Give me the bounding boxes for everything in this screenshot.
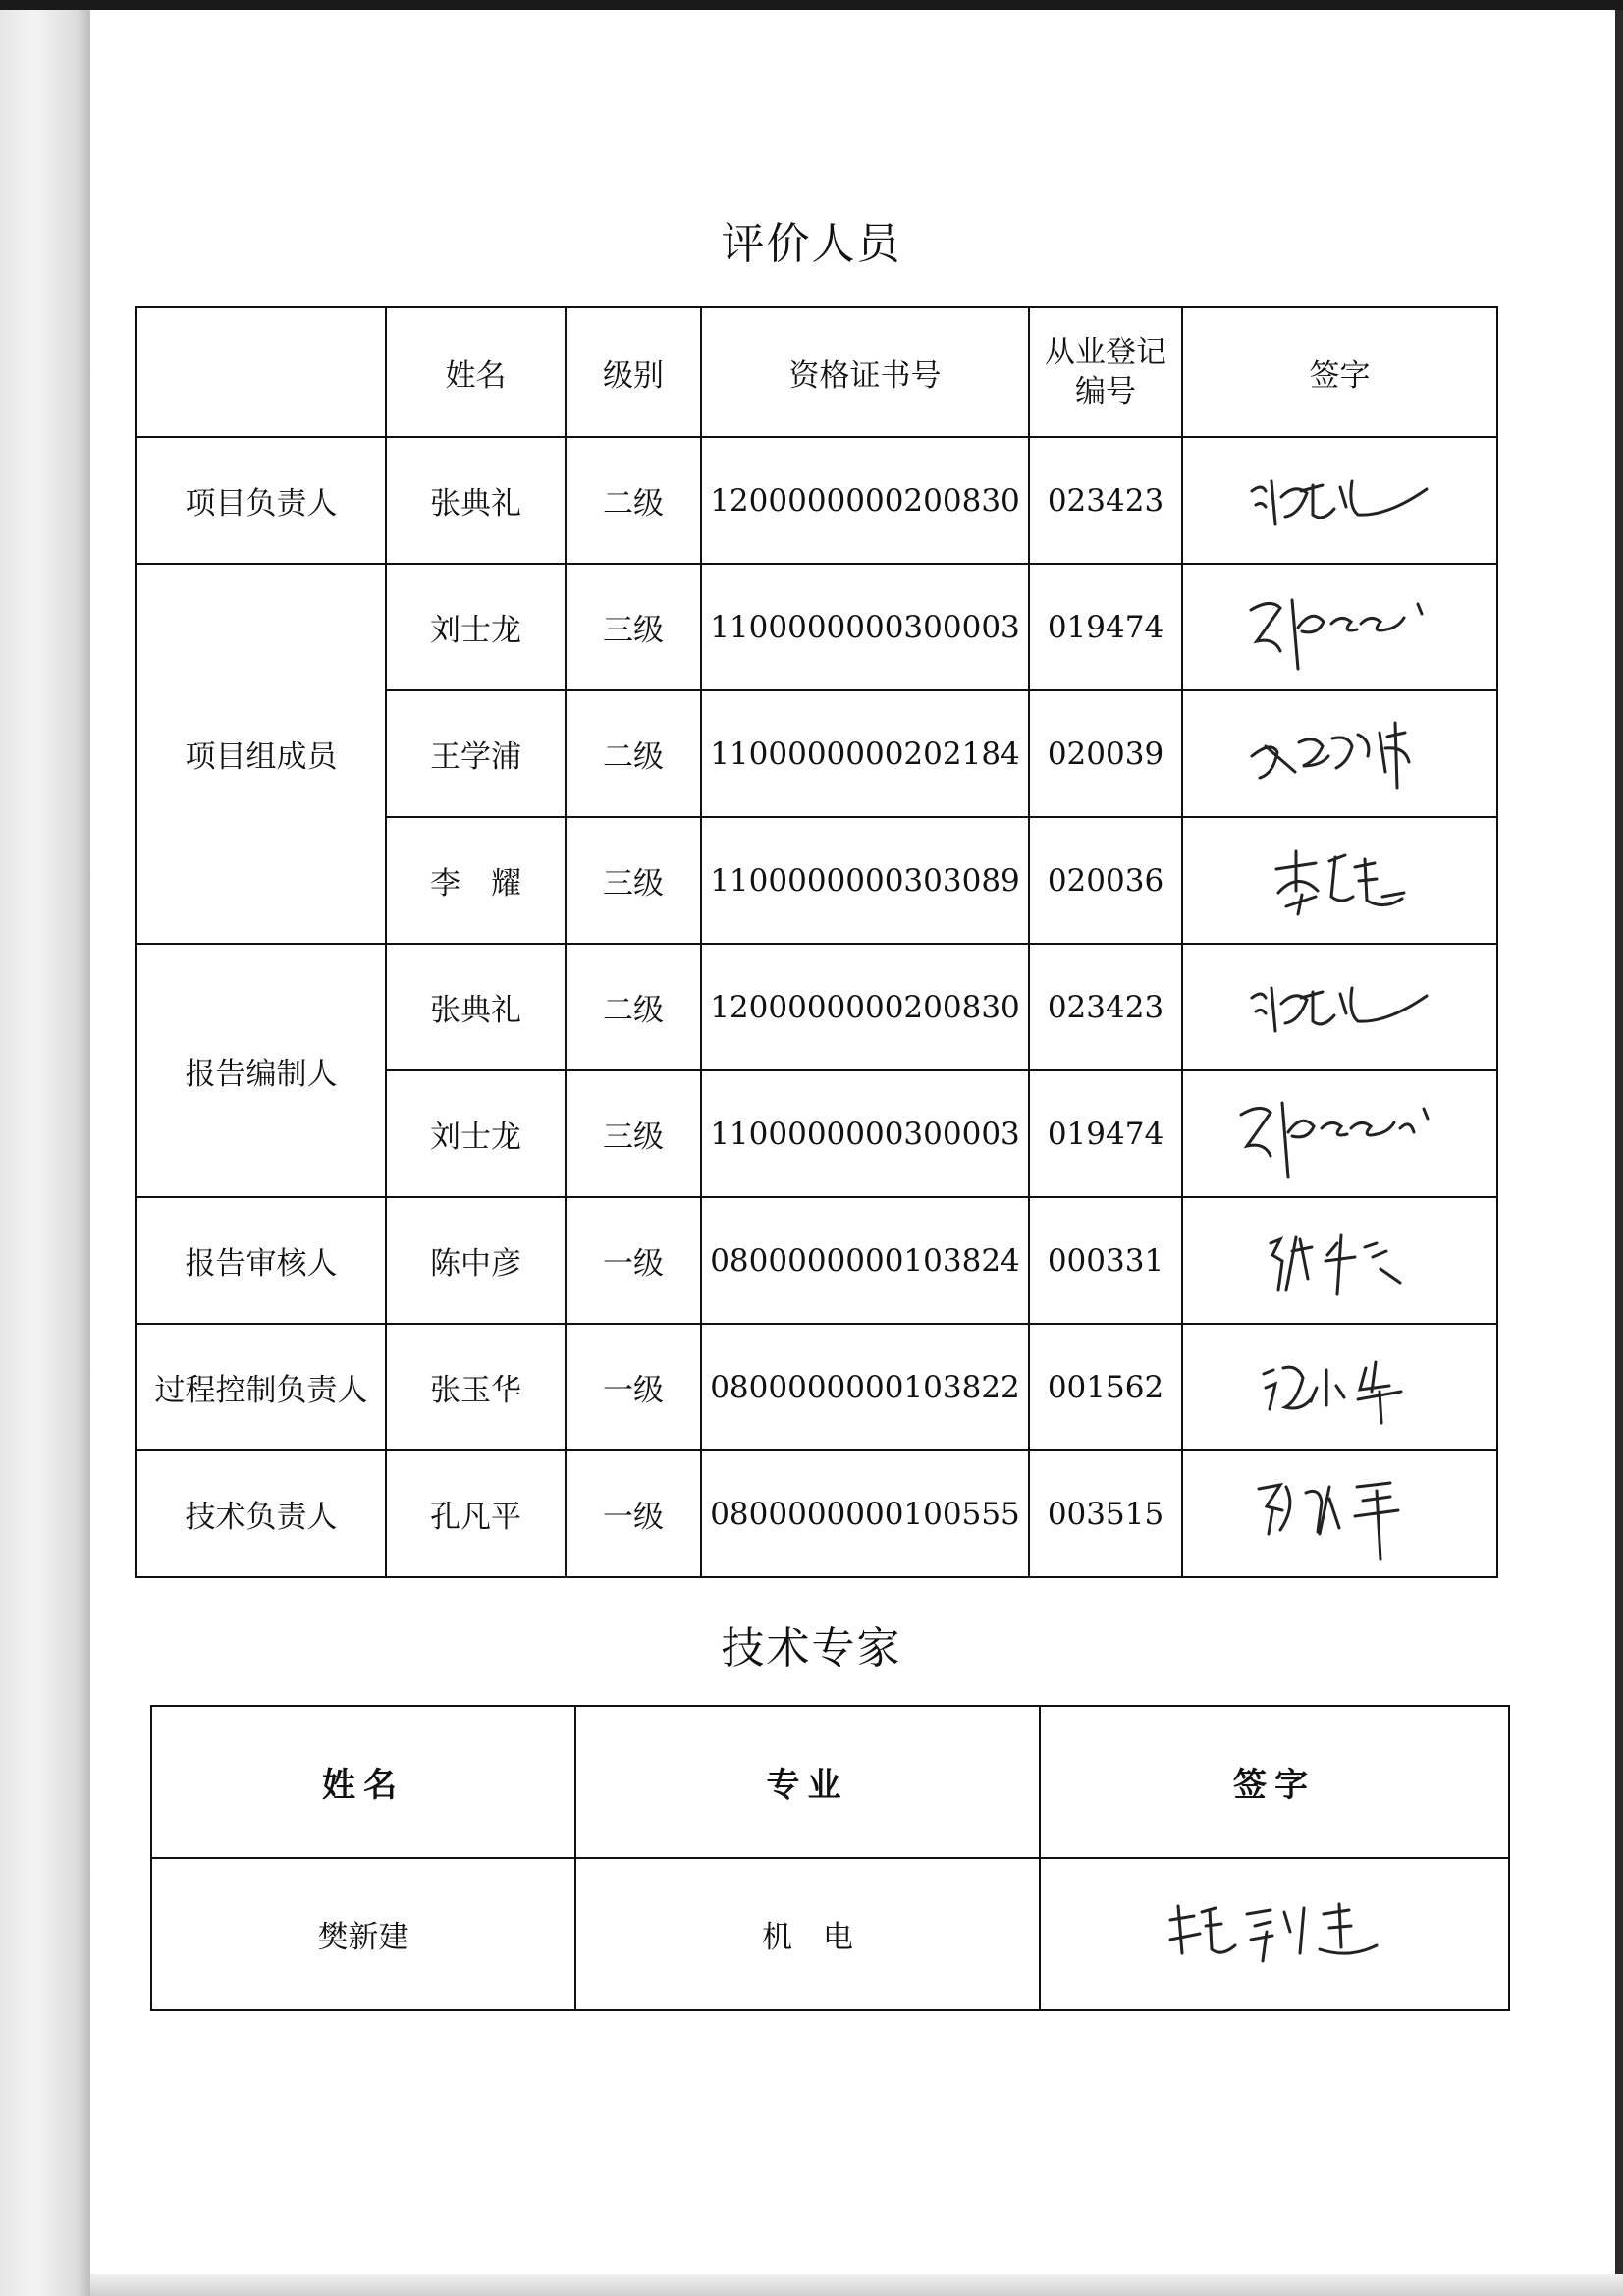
role-cell: 过程控制负责人 xyxy=(136,1324,386,1450)
header-reg-line2: 编号 xyxy=(1075,374,1136,410)
handwritten-signature xyxy=(1237,580,1443,675)
reg-cell: 019474 xyxy=(1029,1070,1182,1197)
header-level: 级别 xyxy=(566,307,701,437)
signature-cell xyxy=(1182,817,1497,944)
handwritten-signature xyxy=(1227,1085,1453,1183)
level-cell: 一级 xyxy=(566,1324,701,1450)
cert-cell: 1100000000202184 xyxy=(701,690,1029,817)
scan-bottom-edge xyxy=(90,2274,1623,2296)
cert-cell: 1100000000300003 xyxy=(701,1070,1029,1197)
role-cell: 报告编制人 xyxy=(136,944,386,1197)
reg-cell: 000331 xyxy=(1029,1197,1182,1324)
evaluators-heading: 评价人员 xyxy=(721,219,902,269)
header-name: 姓名 xyxy=(151,1706,575,1858)
role-cell: 项目负责人 xyxy=(136,437,386,564)
level-cell: 一级 xyxy=(566,1450,701,1577)
signature-cell xyxy=(1182,1450,1497,1577)
cert-cell: 0800000000100555 xyxy=(701,1450,1029,1577)
name-cell: 刘士龙 xyxy=(386,564,566,690)
table-row xyxy=(151,1858,1509,2010)
handwritten-signature xyxy=(1257,838,1424,924)
experts-table xyxy=(150,1705,1510,2011)
level-cell: 三级 xyxy=(566,1070,701,1197)
reg-cell: 023423 xyxy=(1029,944,1182,1070)
signature-cell xyxy=(1182,690,1497,817)
table-row xyxy=(136,1324,1497,1450)
reg-cell: 023423 xyxy=(1029,437,1182,564)
handwritten-signature xyxy=(1257,1222,1424,1300)
name-cell: 陈中彦 xyxy=(386,1197,566,1324)
reg-cell: 003515 xyxy=(1029,1450,1182,1577)
reg-cell: 001562 xyxy=(1029,1324,1182,1450)
level-cell: 二级 xyxy=(566,437,701,564)
specialty-cell: 机 电 xyxy=(575,1858,1040,2010)
table-row xyxy=(136,564,1497,690)
cert-cell: 1100000000303089 xyxy=(701,817,1029,944)
table-row xyxy=(136,437,1497,564)
header-role xyxy=(136,307,386,437)
level-cell: 三级 xyxy=(566,564,701,690)
evaluators-table xyxy=(135,306,1498,1578)
name-cell: 刘士龙 xyxy=(386,1070,566,1197)
table-row xyxy=(136,1197,1497,1324)
handwritten-signature xyxy=(1157,1890,1392,1979)
level-cell: 二级 xyxy=(566,690,701,817)
signature-cell xyxy=(1182,1324,1497,1450)
cert-cell: 1200000000200830 xyxy=(701,944,1029,1070)
header-reg xyxy=(1029,307,1182,437)
table-header-row xyxy=(136,307,1497,437)
table-row xyxy=(136,1450,1497,1577)
experts-heading: 技术专家 xyxy=(721,1623,902,1673)
name-cell: 樊新建 xyxy=(151,1858,575,2010)
role-cell: 技术负责人 xyxy=(136,1450,386,1577)
signature-cell xyxy=(1182,944,1497,1070)
handwritten-signature xyxy=(1252,1348,1429,1427)
header-cert: 资格证书号 xyxy=(701,307,1029,437)
signature-cell xyxy=(1182,564,1497,690)
handwritten-signature xyxy=(1242,968,1438,1047)
table-row xyxy=(136,944,1497,1070)
name-cell: 王学浦 xyxy=(386,690,566,817)
scan-top-edge xyxy=(0,0,1623,10)
cert-cell: 1200000000200830 xyxy=(701,437,1029,564)
table-header-row xyxy=(151,1706,1509,1858)
header-signature: 签字 xyxy=(1182,307,1497,437)
role-cell: 项目组成员 xyxy=(136,564,386,944)
cert-cell: 1100000000300003 xyxy=(701,564,1029,690)
reg-cell: 019474 xyxy=(1029,564,1182,690)
header-specialty: 专业 xyxy=(575,1706,1040,1858)
reg-cell: 020036 xyxy=(1029,817,1182,944)
header-signature: 签字 xyxy=(1040,1706,1509,1858)
name-cell: 张典礼 xyxy=(386,944,566,1070)
level-cell: 二级 xyxy=(566,944,701,1070)
name-cell: 孔凡平 xyxy=(386,1450,566,1577)
cert-cell: 0800000000103824 xyxy=(701,1197,1029,1324)
handwritten-signature xyxy=(1242,462,1438,540)
name-cell: 张典礼 xyxy=(386,437,566,564)
scan-right-edge xyxy=(1615,10,1623,2296)
role-cell: 报告审核人 xyxy=(136,1197,386,1324)
header-name: 姓名 xyxy=(386,307,566,437)
signature-cell xyxy=(1182,1070,1497,1197)
scan-binding-margin xyxy=(0,10,90,2296)
name-cell: 张玉华 xyxy=(386,1324,566,1450)
cert-cell: 0800000000103822 xyxy=(701,1324,1029,1450)
handwritten-signature xyxy=(1242,713,1438,795)
level-cell: 三级 xyxy=(566,817,701,944)
name-cell: 李 耀 xyxy=(386,817,566,944)
signature-cell xyxy=(1040,1858,1509,2010)
level-cell: 一级 xyxy=(566,1197,701,1324)
header-reg-line1: 从业登记 xyxy=(1045,335,1166,370)
signature-cell xyxy=(1182,1197,1497,1324)
signature-cell xyxy=(1182,437,1497,564)
reg-cell: 020039 xyxy=(1029,690,1182,817)
handwritten-signature xyxy=(1247,1465,1434,1563)
